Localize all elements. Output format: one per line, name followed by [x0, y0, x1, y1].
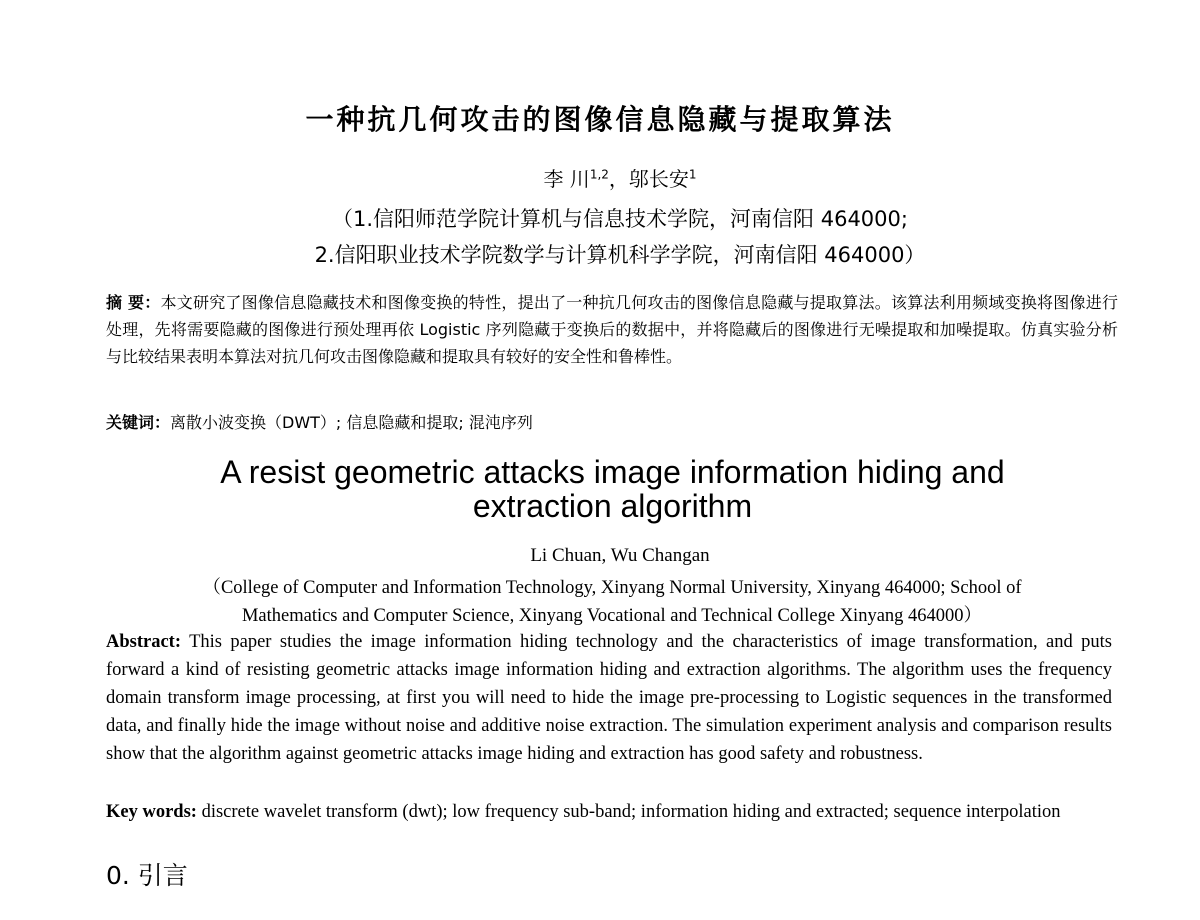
english-abstract-label: Abstract: — [106, 632, 182, 652]
chinese-affiliation-line-2: 2.信阳职业技术学院数学与计算机科学学院，河南信阳 464000） — [314, 243, 926, 267]
author-separator: ， — [608, 167, 629, 191]
chinese-keywords-label: 关键词： — [106, 413, 171, 432]
chinese-abstract-label: 摘 要： — [106, 293, 161, 312]
author-2-affiliation-mark: 1 — [688, 167, 697, 182]
english-affiliation-line-1: （College of Computer and Information Technology, Xinyang Normal University, Xinyang 464000; School of — [202, 578, 1022, 598]
english-keywords-text: discrete wavelet transform (dwt); low frequency sub-band; information hiding and extracted; sequence interpolation — [201, 802, 1061, 822]
english-abstract-text: This paper studies the image information hiding technology and the characteristics of image transformation, and puts forward a kind of resisting geometric attacks image information hiding and extraction algorithms. The algorithm uses the frequency domain transform image processing, at first you will need to hide the image pre-processing to Logistic sequences in the transformed data, and finally hide the image without noise and additive noise extraction. The simulation experiment analysis and comparison results show that the algorithm against geometric attacks image hiding and extraction has good safety and robustness. — [106, 632, 1112, 764]
chinese-authors — [0, 163, 1200, 192]
section-heading-introduction: 0. 引言 — [106, 861, 188, 890]
chinese-abstract-text: 本文研究了图像信息隐藏技术和图像变换的特性，提出了一种抗几何攻击的图像信息隐藏与提取算法。该算法利用频域变换将图像进行处理，先将需要隐藏的图像进行预处理再依 Logistic 序列隐藏于变换后的数据中，并将隐藏后的图像进行无噪提取和加噪提取。仿真实验分析与比较结果表明本算法对抗几何攻击图像隐藏和提取具有较好的安全性和鲁棒性。 — [106, 293, 1118, 366]
english-title: A resist geometric attacks image information hiding and extraction algorithm — [220, 454, 1005, 524]
chinese-title: 一种抗几何攻击的图像信息隐藏与提取算法 — [305, 103, 895, 136]
chinese-keywords-text: 离散小波变换（DWT）; 信息隐藏和提取; 混沌序列 — [170, 413, 533, 432]
author-1: 李 川 — [543, 167, 590, 191]
english-keywords — [106, 798, 1112, 826]
author-2: 邬长安 — [628, 167, 689, 191]
author-1-affiliation-mark: 1,2 — [589, 167, 609, 182]
chinese-affiliation-line-1: （1.信阳师范学院计算机与信息技术学院，河南信阳 464000; — [332, 207, 908, 231]
english-keywords-label: Key words: — [106, 802, 197, 822]
english-authors: Li Chuan, Wu Changan — [530, 545, 710, 566]
chinese-abstract — [106, 289, 1118, 370]
english-affiliation-line-2: Mathematics and Computer Science, Xinyang Vocational and Technical College Xinyang 464000） — [241, 606, 983, 626]
chinese-keywords — [106, 409, 1118, 436]
english-abstract — [106, 628, 1112, 768]
